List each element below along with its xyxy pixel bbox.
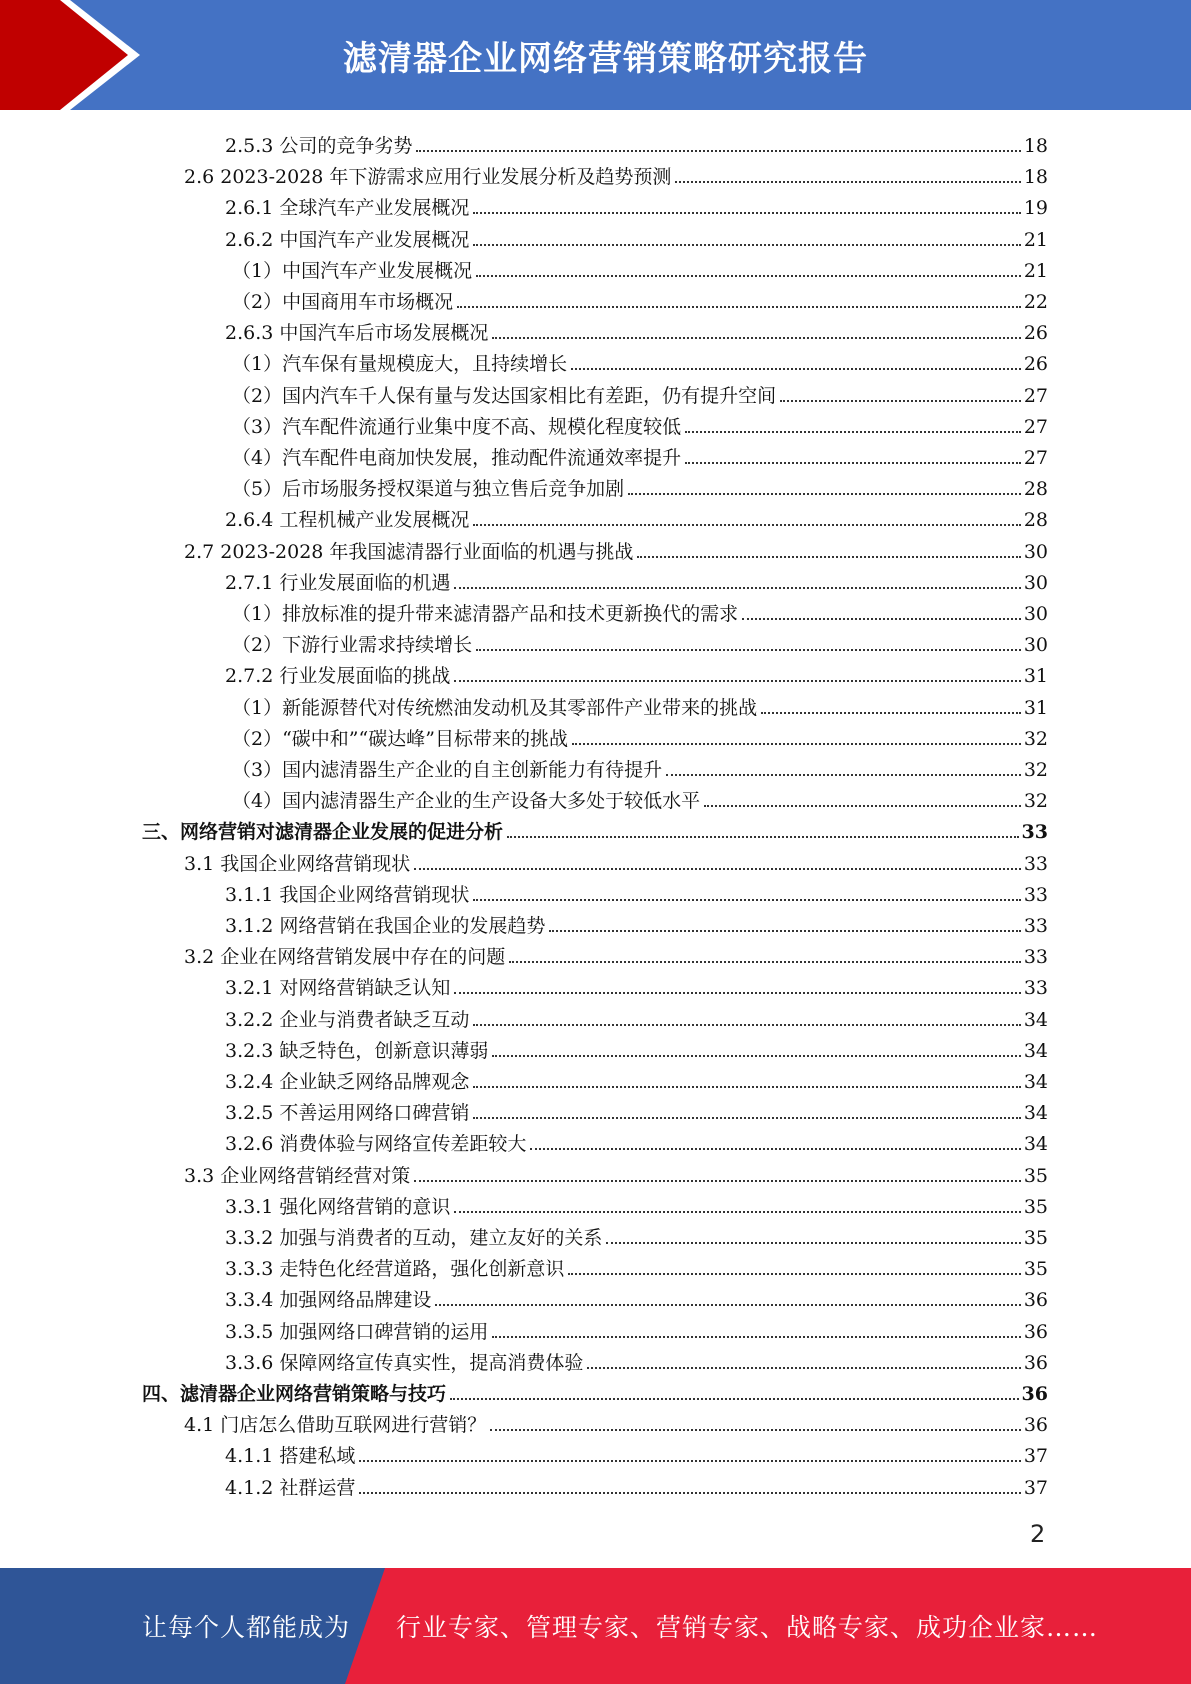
toc-entry[interactable] (225, 314, 1048, 345)
toc-entry-label: （1）新能源替代对传统燃油发动机及其零部件产业带来的挑战 (232, 696, 758, 719)
toc-entry[interactable] (232, 470, 1048, 501)
toc-entry-label: （5）后市场服务授权渠道与独立售后竞争加剧 (232, 478, 625, 501)
toc-dot-leader (492, 1335, 1020, 1338)
toc-dot-leader (780, 399, 1021, 402)
toc-entry-page: 37 (1023, 1445, 1048, 1468)
toc-entry-page: 33 (1023, 946, 1048, 969)
toc-entry-page: 27 (1023, 447, 1048, 469)
toc-entry[interactable] (225, 1001, 1048, 1032)
toc-entry-label: 2.6.1 全球汽车产业发展概况 (225, 197, 470, 220)
toc-entry-label: （2）下游行业需求持续增长 (232, 634, 473, 657)
toc-entry-label: （3）汽车配件流通行业集中度不高、规模化程度较低 (232, 415, 682, 438)
toc-dot-leader (473, 243, 1020, 246)
toc-entry-page: 30 (1023, 603, 1048, 625)
toc-dot-leader (454, 1210, 1020, 1213)
toc-dot-leader (572, 742, 1021, 745)
toc-entry[interactable] (225, 1437, 1048, 1468)
toc-dot-leader (414, 867, 1021, 870)
toc-dot-leader (742, 617, 1021, 620)
toc-entry-page: 34 (1023, 1039, 1048, 1062)
toc-entry-page: 31 (1023, 696, 1048, 719)
toc-entry[interactable] (225, 1313, 1048, 1344)
toc-entry-label: 三、网络营销对滤清器企业发展的促进分析 (142, 821, 504, 844)
toc-dot-leader (454, 991, 1020, 994)
toc-entry[interactable] (232, 283, 1048, 314)
toc-entry-page: 35 (1023, 1195, 1048, 1218)
toc-entry-label: 3.3 企业网络营销经营对策 (184, 1164, 411, 1187)
toc-entry-page: 35 (1023, 1164, 1048, 1187)
toc-entry[interactable] (142, 1375, 1048, 1406)
toc-dot-leader (414, 1179, 1021, 1182)
toc-dot-leader (685, 461, 1021, 464)
toc-entry[interactable] (225, 1250, 1048, 1281)
toc-entry-page: 36 (1023, 1320, 1048, 1343)
toc-entry[interactable] (232, 751, 1048, 782)
toc-entry-label: 3.3.1 强化网络营销的意识 (225, 1195, 451, 1218)
toc-entry[interactable] (225, 127, 1048, 158)
toc-dot-leader (476, 274, 1021, 277)
toc-entry[interactable] (225, 1469, 1048, 1500)
toc-entry[interactable] (225, 876, 1048, 907)
toc-entry-page: 27 (1023, 384, 1048, 407)
toc-entry[interactable] (184, 938, 1048, 969)
toc-entry-page: 33 (1023, 915, 1048, 937)
toc-entry-label: 3.3.4 加强网络品牌建设 (225, 1289, 432, 1312)
toc-entry-label: 四、滤清器企业网络营销策略与技巧 (142, 1383, 447, 1405)
toc-entry-label: 2.6.2 中国汽车产业发展概况 (225, 228, 470, 251)
toc-entry-label: 3.1.2 网络营销在我国企业的发展趋势 (225, 915, 546, 937)
toc-dot-leader (606, 1241, 1020, 1244)
toc-dot-leader (587, 1366, 1020, 1369)
toc-entry-label: 4.1 门店怎么借助互联网进行营销？ (184, 1414, 487, 1437)
toc-dot-leader (490, 1428, 1021, 1431)
toc-entry-page: 19 (1023, 197, 1048, 220)
toc-entry-page: 30 (1023, 634, 1048, 657)
toc-entry-label: （2）中国商用车市场概况 (232, 291, 454, 313)
toc-entry-label: （3）国内滤清器生产企业的自主创新能力有待提升 (232, 759, 663, 781)
toc-dot-leader (492, 1054, 1020, 1057)
toc-dot-leader (530, 1147, 1020, 1150)
toc-entry[interactable] (225, 969, 1048, 1000)
toc-entry-page: 26 (1023, 353, 1048, 376)
toc-dot-leader (476, 648, 1021, 651)
toc-entry-label: 3.3.2 加强与消费者的互动，建立友好的关系 (225, 1227, 603, 1249)
toc-entry-page: 33 (1023, 883, 1048, 906)
toc-entry[interactable] (142, 813, 1048, 844)
toc-entry[interactable] (225, 1094, 1048, 1125)
toc-entry-page: 34 (1023, 1071, 1048, 1093)
toc-entry[interactable] (232, 345, 1048, 376)
toc-entry[interactable] (225, 189, 1048, 220)
slogan-right: 行业专家、管理专家、营销专家、战略专家、成功企业家…… (396, 1613, 1099, 1642)
toc-entry[interactable] (232, 377, 1048, 408)
toc-entry-page: 33 (1023, 977, 1048, 1000)
toc-entry[interactable] (225, 1032, 1048, 1063)
toc-entry-label: 3.1 我国企业网络营销现状 (184, 852, 411, 875)
toc-entry[interactable] (225, 1188, 1048, 1219)
toc-entry-label: （1）排放标准的提升带来滤清器产品和技术更新换代的需求 (232, 603, 739, 625)
toc-entry-label: （4）国内滤清器生产企业的生产设备大多处于较低水平 (232, 790, 701, 813)
toc-entry-label: 4.1.1 搭建私域 (225, 1445, 356, 1468)
toc-entry-page: 32 (1023, 727, 1048, 750)
toc-dot-leader (473, 898, 1020, 901)
toc-entry-label: 2.6.3 中国汽车后市场发展概况 (225, 322, 489, 345)
toc-dot-leader (507, 835, 1019, 838)
toc-entry-page: 18 (1023, 166, 1048, 189)
toc-entry[interactable] (184, 158, 1048, 189)
toc-entry[interactable] (232, 689, 1048, 720)
toc-entry-label: 3.3.5 加强网络口碑营销的运用 (225, 1320, 489, 1343)
toc-dot-leader (509, 960, 1021, 963)
toc-entry-page: 32 (1023, 790, 1048, 813)
toc-dot-leader (637, 555, 1020, 558)
toc-dot-leader (457, 305, 1021, 308)
toc-entry-label: 2.7.1 行业发展面临的机遇 (225, 571, 451, 594)
toc-entry-page: 34 (1023, 1008, 1048, 1031)
toc-entry-page: 35 (1023, 1227, 1048, 1249)
toc-entry-label: 2.6.4 工程机械产业发展概况 (225, 509, 470, 532)
toc-dot-leader (568, 1272, 1020, 1275)
toc-entry-label: 2.6 2023-2028 年下游需求应用行业发展分析及趋势预测 (184, 166, 672, 189)
toc-dot-leader (628, 492, 1021, 495)
toc-entry-label: 2.5.3 公司的竞争劣势 (225, 135, 413, 157)
toc-dot-leader (675, 180, 1020, 183)
toc-entry-label: 3.2.1 对网络营销缺乏认知 (225, 977, 451, 1000)
toc-dot-leader (454, 679, 1020, 682)
page-number: 2 (1030, 1520, 1046, 1548)
toc-entry-page: 35 (1023, 1258, 1048, 1281)
toc-entry-label: 3.2.2 企业与消费者缺乏互动 (225, 1008, 470, 1031)
toc-entry[interactable] (232, 408, 1048, 439)
toc-entry-label: 3.2.6 消费体验与网络宣传差距较大 (225, 1133, 527, 1156)
toc-entry[interactable] (225, 907, 1048, 938)
toc-dot-leader (359, 1459, 1020, 1462)
toc-entry[interactable] (184, 845, 1048, 876)
toc-entry[interactable] (225, 564, 1048, 595)
toc-dot-leader (473, 1116, 1020, 1119)
toc-dot-leader (450, 1397, 1019, 1400)
toc-entry-page: 36 (1023, 1414, 1048, 1437)
toc-dot-leader (549, 929, 1020, 932)
toc-entry-label: 3.1.1 我国企业网络营销现状 (225, 883, 470, 906)
toc-entry-page: 36 (1023, 1289, 1048, 1312)
toc-entry[interactable] (232, 595, 1048, 626)
toc-entry-page: 34 (1023, 1102, 1048, 1125)
toc-entry-page: 28 (1023, 509, 1048, 532)
toc-dot-leader (473, 523, 1020, 526)
toc-entry[interactable] (232, 720, 1048, 751)
toc-entry-label: 4.1.2 社群运营 (225, 1476, 356, 1499)
toc-entry-page: 37 (1023, 1476, 1048, 1499)
report-title: 滤清器企业网络营销策略研究报告 (343, 38, 868, 79)
page-footer (0, 1568, 1191, 1684)
toc-entry-page: 21 (1023, 228, 1048, 251)
toc-entry[interactable] (232, 782, 1048, 813)
toc-entry[interactable] (184, 533, 1048, 564)
toc-entry-page: 32 (1023, 759, 1048, 781)
toc-entry-page: 36 (1021, 1383, 1048, 1405)
toc-entry-page: 33 (1023, 852, 1048, 875)
toc-entry-label: 3.3.6 保障网络宣传真实性，提高消费体验 (225, 1351, 584, 1374)
toc-entry-page: 30 (1023, 540, 1048, 563)
toc-entry-label: 3.2.4 企业缺乏网络品牌观念 (225, 1071, 470, 1093)
toc-entry-label: （2）国内汽车千人保有量与发达国家相比有差距，仍有提升空间 (232, 384, 777, 407)
toc-entry[interactable] (225, 657, 1048, 688)
toc-dot-leader (761, 711, 1021, 714)
toc-entry-label: （1）中国汽车产业发展概况 (232, 259, 473, 282)
toc-entry[interactable] (225, 1219, 1048, 1250)
toc-entry[interactable] (225, 1281, 1048, 1312)
toc-entry-label: 2.7.2 行业发展面临的挑战 (225, 665, 451, 688)
toc-entry[interactable] (225, 1344, 1048, 1375)
toc-entry-page: 21 (1023, 259, 1048, 282)
toc-dot-leader (473, 1085, 1020, 1088)
toc-dot-leader (666, 773, 1021, 776)
toc-dot-leader (473, 211, 1020, 214)
toc-entry-label: 3.3.3 走特色化经营道路，强化创新意识 (225, 1258, 565, 1281)
toc-entry-label: 3.2.3 缺乏特色，创新意识薄弱 (225, 1039, 489, 1062)
toc-entry-page: 22 (1023, 291, 1048, 313)
toc-entry[interactable] (184, 1157, 1048, 1188)
toc-entry-label: （4）汽车配件电商加快发展，推动配件流通效率提升 (232, 447, 682, 469)
toc-entry-page: 30 (1023, 571, 1048, 594)
toc-dot-leader (454, 586, 1020, 589)
toc-dot-leader (685, 430, 1021, 433)
toc-dot-leader (473, 1023, 1020, 1026)
toc-entry-page: 33 (1021, 821, 1048, 844)
toc-entry-page: 36 (1023, 1351, 1048, 1374)
toc-dot-leader (359, 1491, 1020, 1494)
toc-dot-leader (492, 336, 1020, 339)
toc-entry-label: 3.2.5 不善运用网络口碑营销 (225, 1102, 470, 1125)
toc-dot-leader (571, 367, 1021, 370)
toc-entry[interactable] (232, 252, 1048, 283)
toc-entry-page: 18 (1023, 135, 1048, 157)
toc-dot-leader (416, 149, 1020, 152)
toc-entry-label: （2）“碳中和”“碳达峰”目标带来的挑战 (232, 727, 568, 750)
toc-entry-label: （1）汽车保有量规模庞大，且持续增长 (232, 353, 568, 376)
toc-entry-label: 3.2 企业在网络营销发展中存在的问题 (184, 946, 506, 969)
page-header (0, 0, 1191, 110)
toc-entry[interactable] (225, 221, 1048, 252)
toc-entry[interactable] (225, 501, 1048, 532)
toc-entry-page: 31 (1023, 665, 1048, 688)
toc-entry-label: 2.7 2023-2028 年我国滤清器行业面临的机遇与挑战 (184, 540, 634, 563)
toc-entry-page: 34 (1023, 1133, 1048, 1156)
toc-entry[interactable] (232, 439, 1048, 470)
toc-entry-page: 27 (1023, 415, 1048, 438)
toc-entry[interactable] (232, 626, 1048, 657)
toc-entry[interactable] (225, 1063, 1048, 1094)
toc-dot-leader (704, 804, 1021, 807)
slogan-left: 让每个人都能成为 (142, 1613, 351, 1642)
toc-dot-leader (435, 1303, 1020, 1306)
toc-entry[interactable] (225, 1125, 1048, 1156)
toc-entry[interactable] (184, 1406, 1048, 1437)
toc-entry-page: 28 (1023, 478, 1048, 501)
toc-entry-page: 26 (1023, 322, 1048, 345)
